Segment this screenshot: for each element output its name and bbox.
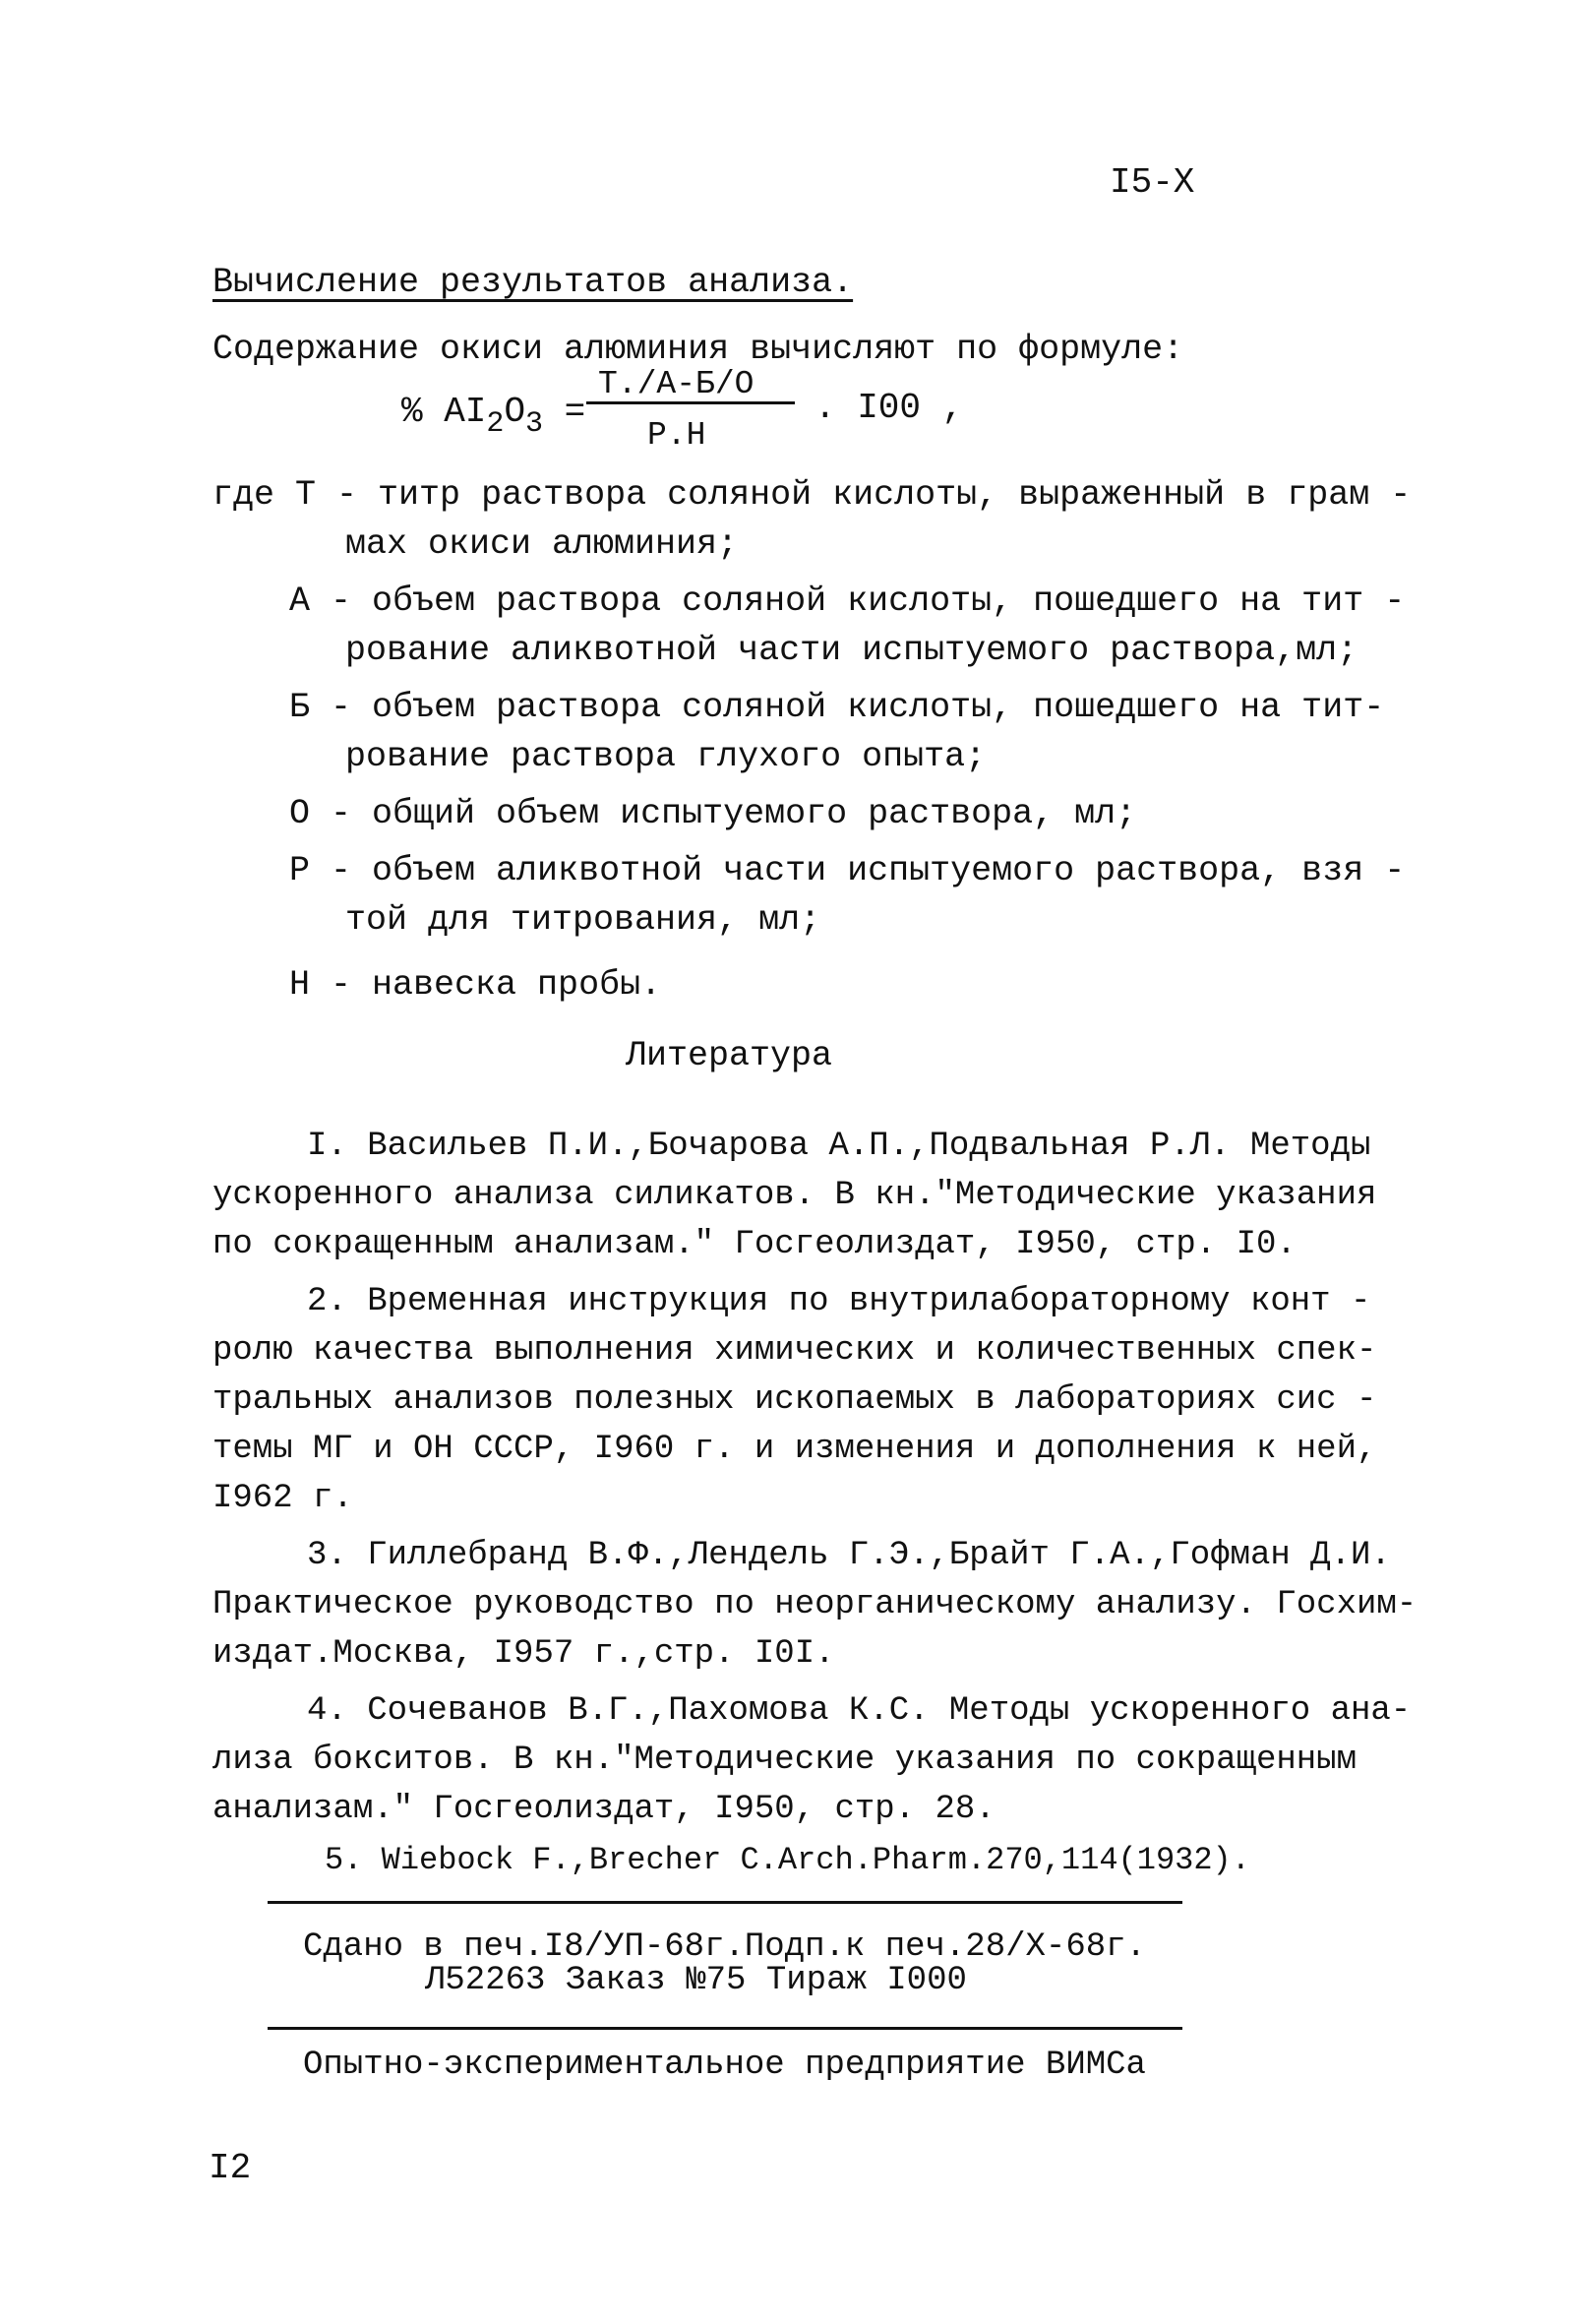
- publisher: Опытно-экспериментальное предприятие ВИМСа: [303, 2047, 1146, 2084]
- definitions-list: [212, 470, 1413, 1017]
- divider-bottom: [268, 2027, 1182, 2030]
- definition-h: H - навеска пробы.: [289, 965, 662, 1005]
- intro-text: Содержание окиси алюминия вычисляют по формуле:: [212, 330, 1184, 369]
- reference-item: 4. Сочеванов В.Г.,Пахомова К.С. Методы ускоренного ана- лиза бокситов. В кн."Методические указания по сокращенным анализам." Госгеолиздат, I950, стр. 28.: [212, 1692, 1412, 1828]
- formula-multiplier: . I00 ,: [815, 388, 964, 428]
- definition-t: где T - титр раствора соляной кислоты, выраженный в грам - мах окиси алюминия;: [212, 475, 1412, 564]
- literature-title: Литература: [626, 1036, 833, 1075]
- imprint-line-1: Сдано в печ.I8/УП-68г.Подп.к печ.28/X-68г.: [303, 1928, 1146, 1966]
- divider-top: [268, 1901, 1182, 1904]
- definition-b: Б - объем раствора соляной кислоты, пошедшего на тит- рование раствора глухого опыта;: [289, 688, 1385, 776]
- page-code: I5-X: [1110, 162, 1195, 203]
- page-number: I2: [209, 2148, 252, 2188]
- formula-denominator: P.H: [647, 417, 706, 454]
- definition-a: A - объем раствора соляной кислоты, пошедшего на тит - рование аликвотной части испытуемого раствора,мл;: [289, 581, 1406, 670]
- imprint-line-2: Л52263 Заказ №75 Тираж I000: [425, 1962, 967, 1999]
- fraction-bar: [586, 401, 795, 404]
- reference-item: 3. Гиллебранд В.Ф.,Лендель Г.Э.,Брайт Г.А.,Гофман Д.И. Практическое руководство по неорганическому анализу. Госхим- издат.Москва, I957 г.,стр. I0I.: [212, 1537, 1418, 1673]
- reference-item: I. Васильев П.И.,Бочарова А.П.,Подвальная Р.Л. Методы ускоренного анализа силикатов. В кн."Методические указания по сокращенным анализам." Госгеолиздат, I950, стр. I0.: [212, 1128, 1377, 1263]
- section-heading: Вычисление результатов анализа.: [212, 263, 854, 302]
- formula: [401, 366, 992, 455]
- reference-5: 5. Wiebock F.,Brecher C.Arch.Pharm.270,114(1932).: [325, 1842, 1250, 1878]
- formula-numerator: T./A-Б/O: [598, 366, 754, 402]
- references-list: [212, 1122, 1418, 1842]
- formula-lhs: % $AI_2O_3$ =: [401, 392, 586, 441]
- definition-p: P - объем аликвотной части испытуемого раствора, взя - той для титрования, мл;: [289, 851, 1406, 940]
- definition-o: O - общий объем испытуемого раствора, мл;: [289, 794, 1137, 833]
- reference-item: 2. Временная инструкция по внутрилабораторному конт - ролю качества выполнения химических и количественных спек- тральных анализов полезных ископаемых в лабораториях сис - темы МГ и ОН СССР, I960 г. и изменения и дополнения к ней, I962 г.: [212, 1283, 1377, 1517]
